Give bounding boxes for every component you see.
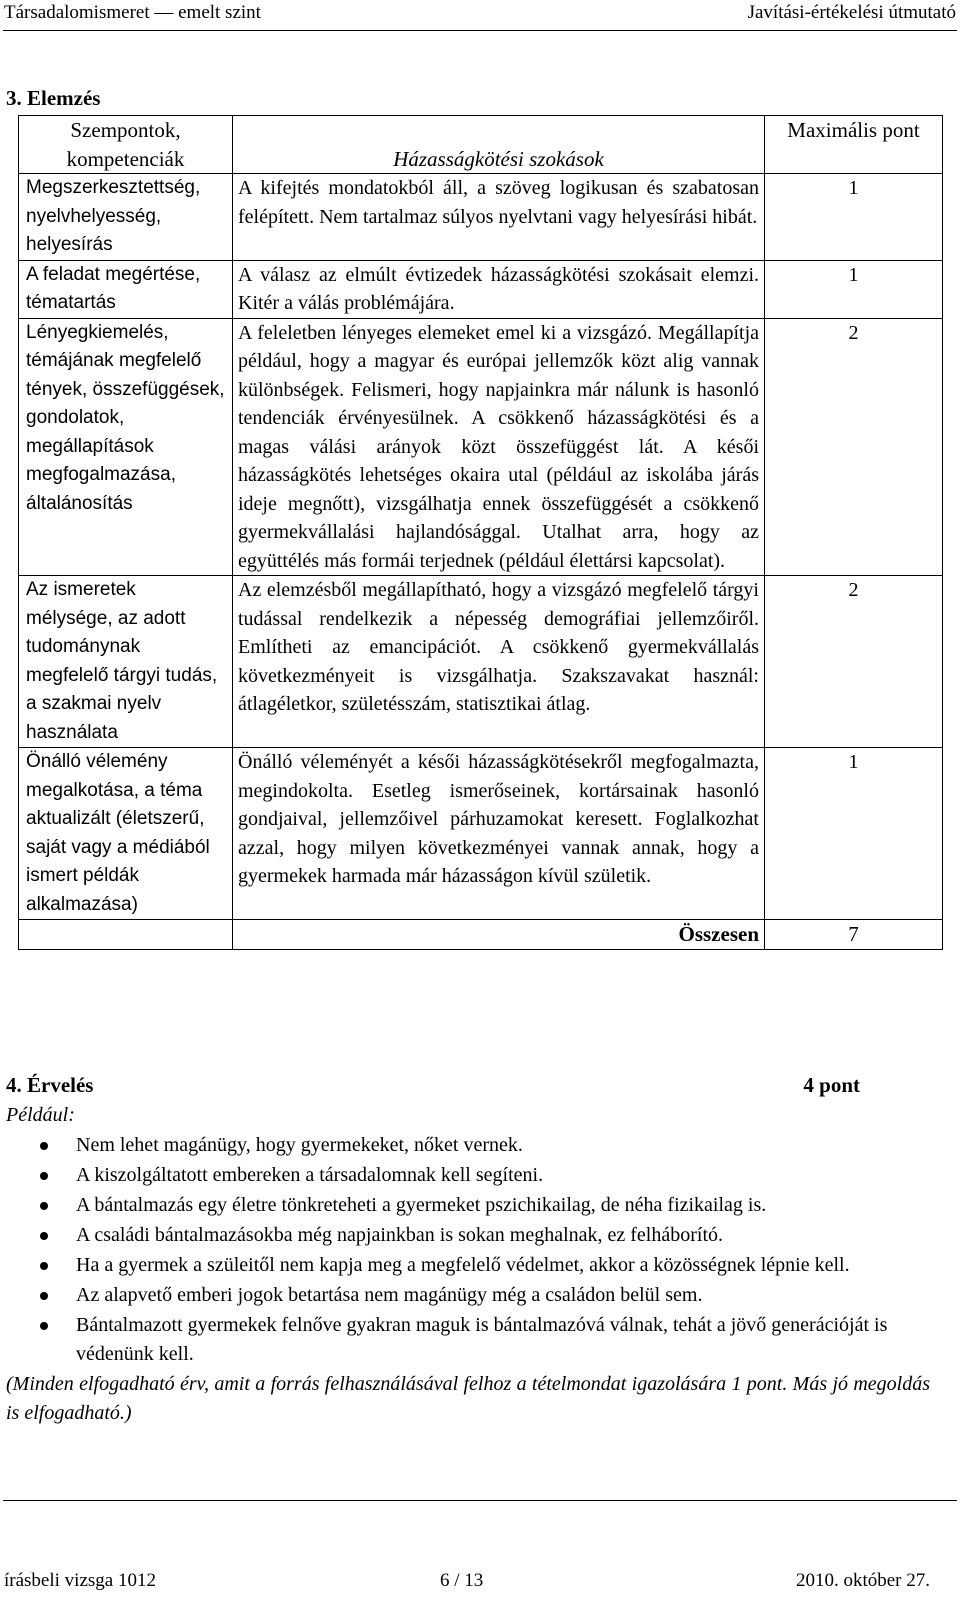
table-row [19,260,943,318]
list-item: A bántalmazás egy életre tönkreteheti a gyermeket pszichikailag, de néha fizikailag is. [76,1191,956,1220]
table-header-row [19,116,943,174]
table-row [19,748,943,920]
assessment-table [18,115,943,950]
footer-page-number: 6 / 13 [440,1570,484,1591]
criteria-cell: Megszerkesztettség, nyelvhelyesség, helyesírás [19,174,233,261]
points-cell: 2 [765,576,943,748]
points-cell: 1 [765,174,943,261]
criteria-cell: A feladat megértése, tématartás [19,260,233,318]
section-4 [6,1073,956,1428]
header-subject: Társadalomismeret — emelt szint [4,2,261,23]
description-cell: A válasz az elmúlt évtizedek házasságkötési szokásait elemzi. Kitér a válás problémájára. [233,260,765,318]
total-points: 7 [765,920,943,950]
description-cell: A feleletben lényeges elemeket emel ki a vizsgázó. Megállapítja például, hogy a magyar és európai jellemzők közt alig vannak különbségek. Felismeri, hogy napjainkra már nálunk is hasonló tendenciák érvényesülnek. A csökkenő házasságkötési és a magas válási arányok közt összefüggést lát. A késői házasságkötés lehetséges okaira utal (például az iskolába járás ideje megnőtt), vizsgálhatja ennek összefüggését a csökkenő gyermekvállalási hajlandósággal. Utalhat arra, hogy az együttélés más formái terjednek (például élettársi kapcsolat). [233,318,765,576]
section-3-title: 3. Elemzés [6,86,101,110]
empty-cell [19,920,233,950]
table-row [19,576,943,748]
table-row [19,174,943,261]
header-doc-type: Javítási-értékelési útmutató [747,2,956,23]
list-item: Az alapvető emberi jogok betartása nem magánügy még a családon belül sem. [76,1281,956,1310]
list-item: Nem lehet magánügy, hogy gyermekeket, nőket vernek. [76,1131,956,1160]
scoring-note: (Minden elfogadható érv, amit a forrás felhasználásával felhoz a tételmondat igazolására 1 pont. Más jó megoldás is elfogadható.) [6,1373,930,1424]
table-row [19,318,943,576]
page-header [0,0,960,32]
description-cell: Önálló véleményét a késői házasságkötésekről megfogalmazta, megindokolta. Esetleg ismerőseinek, kortársainak hasonló gondjaival, jellemzőivel párhuzamokat keresett. Foglalkozhat azzal, hogy milyen következményei vannak annak, hogy a gyermekek harmada már házasságon kívül születik. [233,748,765,920]
description-cell: A kifejtés mondatokból áll, a szöveg logikusan és szabatosan felépített. Nem tartalmaz súlyos nyelvtani vagy helyesírási hibát. [233,174,765,261]
column-header-criteria: Szempontok, kompetenciák [19,116,233,174]
list-item: A családi bántalmazásokba még napjainkban is sokan meghalnak, ez felháborító. [76,1221,956,1250]
list-item: Bántalmazott gyermekek felnőve gyakran maguk is bántalmazóvá válnak, tehát a jövő generációját is védenünk kell. [76,1311,956,1369]
footer-rule [3,1500,957,1501]
argument-list [6,1131,956,1369]
list-item: Ha a gyermek a szüleitől nem kapja meg a megfelelő védelmet, akkor a közösségnek lépnie kell. [76,1251,956,1280]
criteria-cell: Az ismeretek mélysége, az adott tudománynak megfelelő tárgyi tudás, a szakmai nyelv használata [19,576,233,748]
footer-exam-code: írásbeli vizsga 1012 [4,1570,156,1591]
section-4-points: 4 pont [803,1073,860,1097]
criteria-cell: Önálló vélemény megalkotása, a téma aktualizált (életszerű, saját vagy a médiából ismert példák alkalmazása) [19,748,233,920]
description-cell: Az elemzésből megállapítható, hogy a vizsgázó megfelelő tárgyi tudással rendelkezik a népesség demográfiai jellemzőiről. Említheti az emancipációt. A csökkenő gyermekvállalás következményeit is vizsgálhatja. Szakszavakat használ: átlagéletkor, születésszám, statisztikai átlag. [233,576,765,748]
column-header-topic: Házasságkötési szokások [233,116,765,174]
criteria-cell: Lényegkiemelés, témájának megfelelő tények, összefüggések, gondolatok, megállapítások megfogalmazása, általánosítás [19,318,233,576]
footer-date: 2010. október 27. [795,1570,930,1591]
section-4-title: 4. Érvelés [6,1073,94,1097]
points-cell: 2 [765,318,943,576]
points-cell: 1 [765,748,943,920]
total-label: Összesen [233,920,765,950]
points-cell: 1 [765,260,943,318]
column-header-max-points: Maximális pont [765,116,943,174]
header-rule [3,30,957,31]
list-item: A kiszolgáltatott embereken a társadalomnak kell segíteni. [76,1161,956,1190]
table-total-row [19,920,943,950]
example-intro: Például: [6,1104,75,1126]
